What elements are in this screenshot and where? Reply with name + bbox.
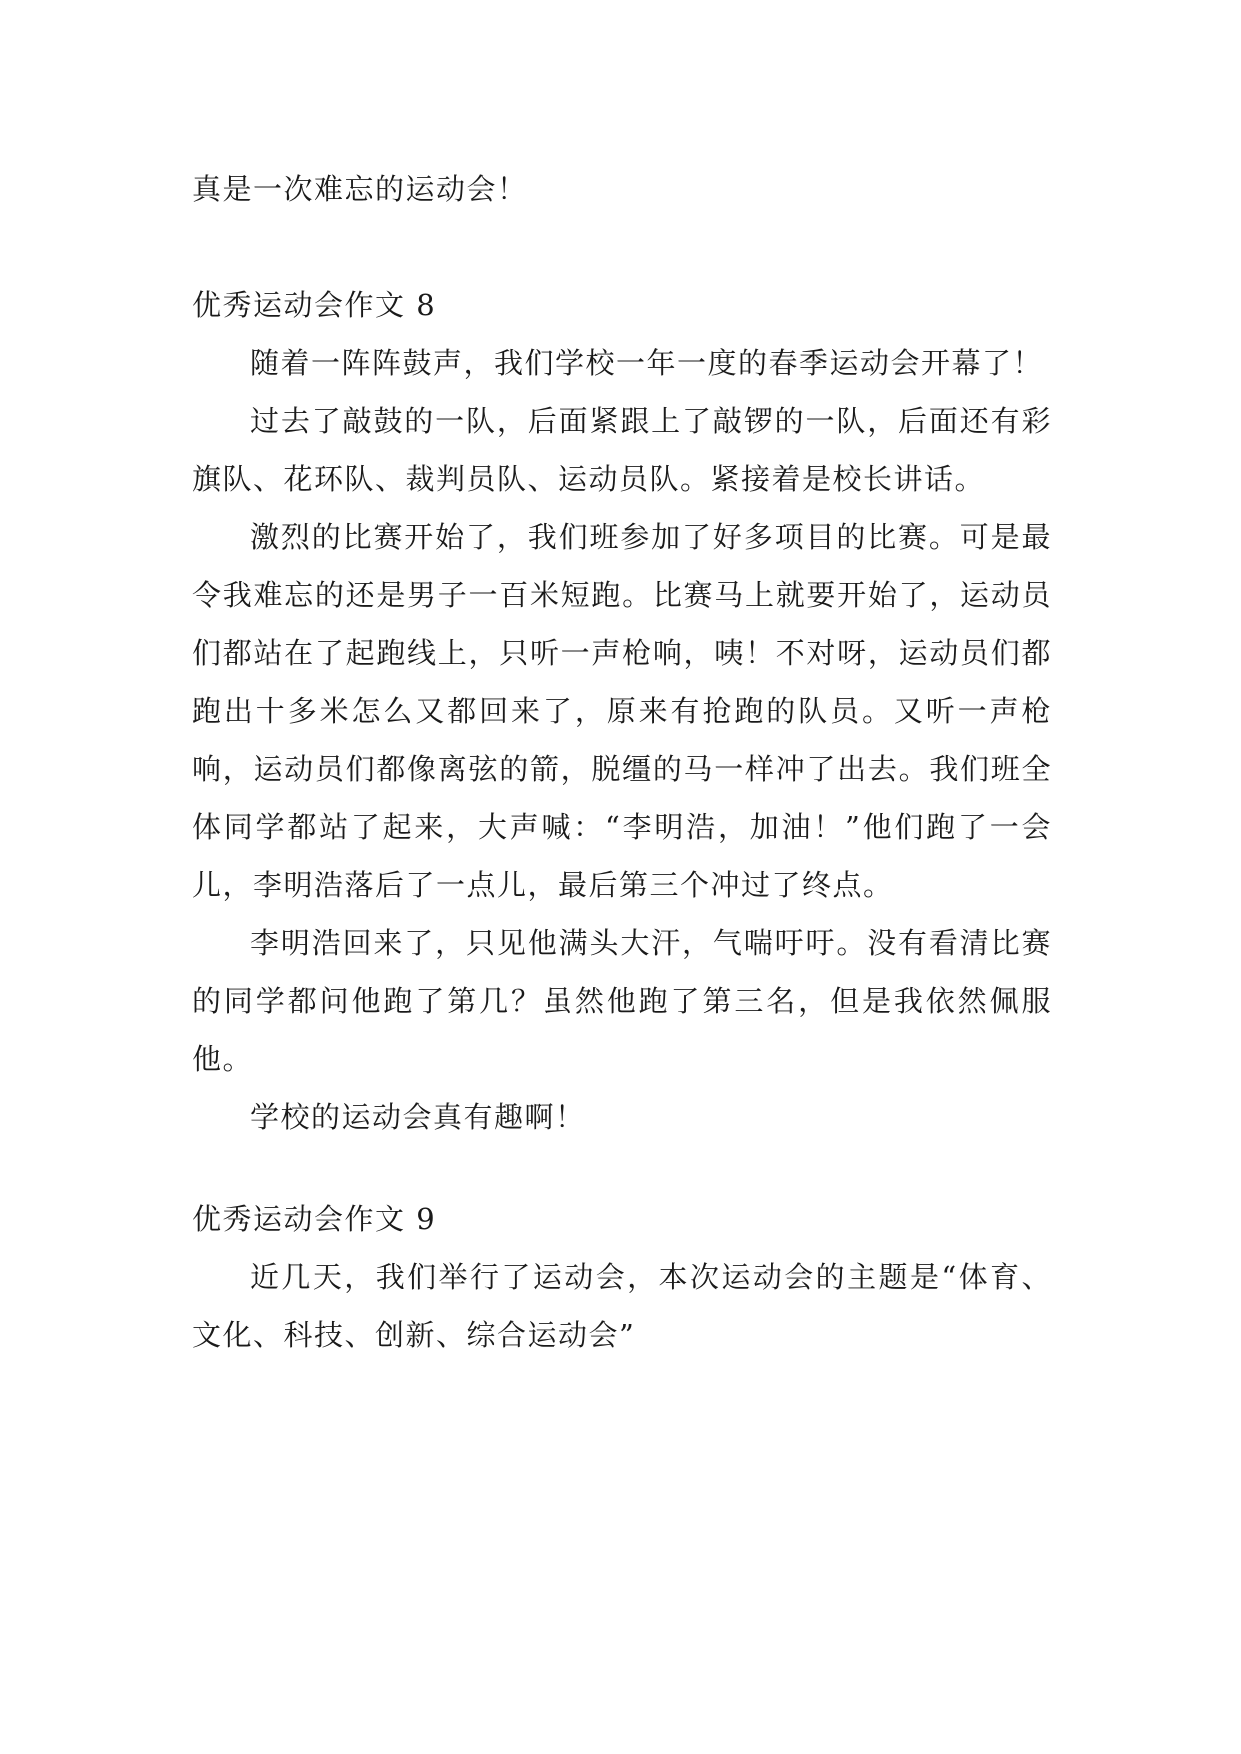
document-body <box>192 160 1052 1364</box>
section-title: 优秀运动会作文 8 <box>192 288 437 322</box>
section-title: 优秀运动会作文 9 <box>192 1202 437 1236</box>
section-gap <box>192 218 1052 276</box>
paragraph: 随着一阵阵鼓声，我们学校一年一度的春季运动会开幕了！ <box>250 346 1044 380</box>
paragraph: 激烈的比赛开始了，我们班参加了好多项目的比赛。可是最令我难忘的还是男子一百米短跑。比赛马上就要开始了，运动员们都站在了起跑线上，只听一声枪响，咦！不对呀，运动员们都跑出十多米怎么又都回来了，原来有抢跑的队员。又听一声枪响，运动员们都像离弦的箭，脱缰的马一样冲了出去。我们班全体同学都站了起来，大声喊：“李明浩，加油！”他们跑了一会儿，李明浩落后了一点儿，最后第三个冲过了终点。 <box>192 520 1052 902</box>
paragraph: 李明浩回来了，只见他满头大汗，气喘吁吁。没有看清比赛的同学都问他跑了第几？虽然他跑了第三名，但是我依然佩服他。 <box>192 926 1052 1076</box>
closing-line: 真是一次难忘的运动会！ <box>192 172 528 206</box>
essay-section-9 <box>192 1190 1052 1364</box>
paragraph: 过去了敲鼓的一队，后面紧跟上了敲锣的一队，后面还有彩旗队、花环队、裁判员队、运动员队。紧接着是校长讲话。 <box>192 404 1052 496</box>
paragraph: 近几天，我们举行了运动会，本次运动会的主题是“体育、文化、科技、创新、综合运动会” <box>192 1260 1052 1352</box>
essay-section-8 <box>192 276 1052 1146</box>
paragraph: 学校的运动会真有趣啊！ <box>250 1100 586 1134</box>
section-gap <box>192 1146 1052 1190</box>
